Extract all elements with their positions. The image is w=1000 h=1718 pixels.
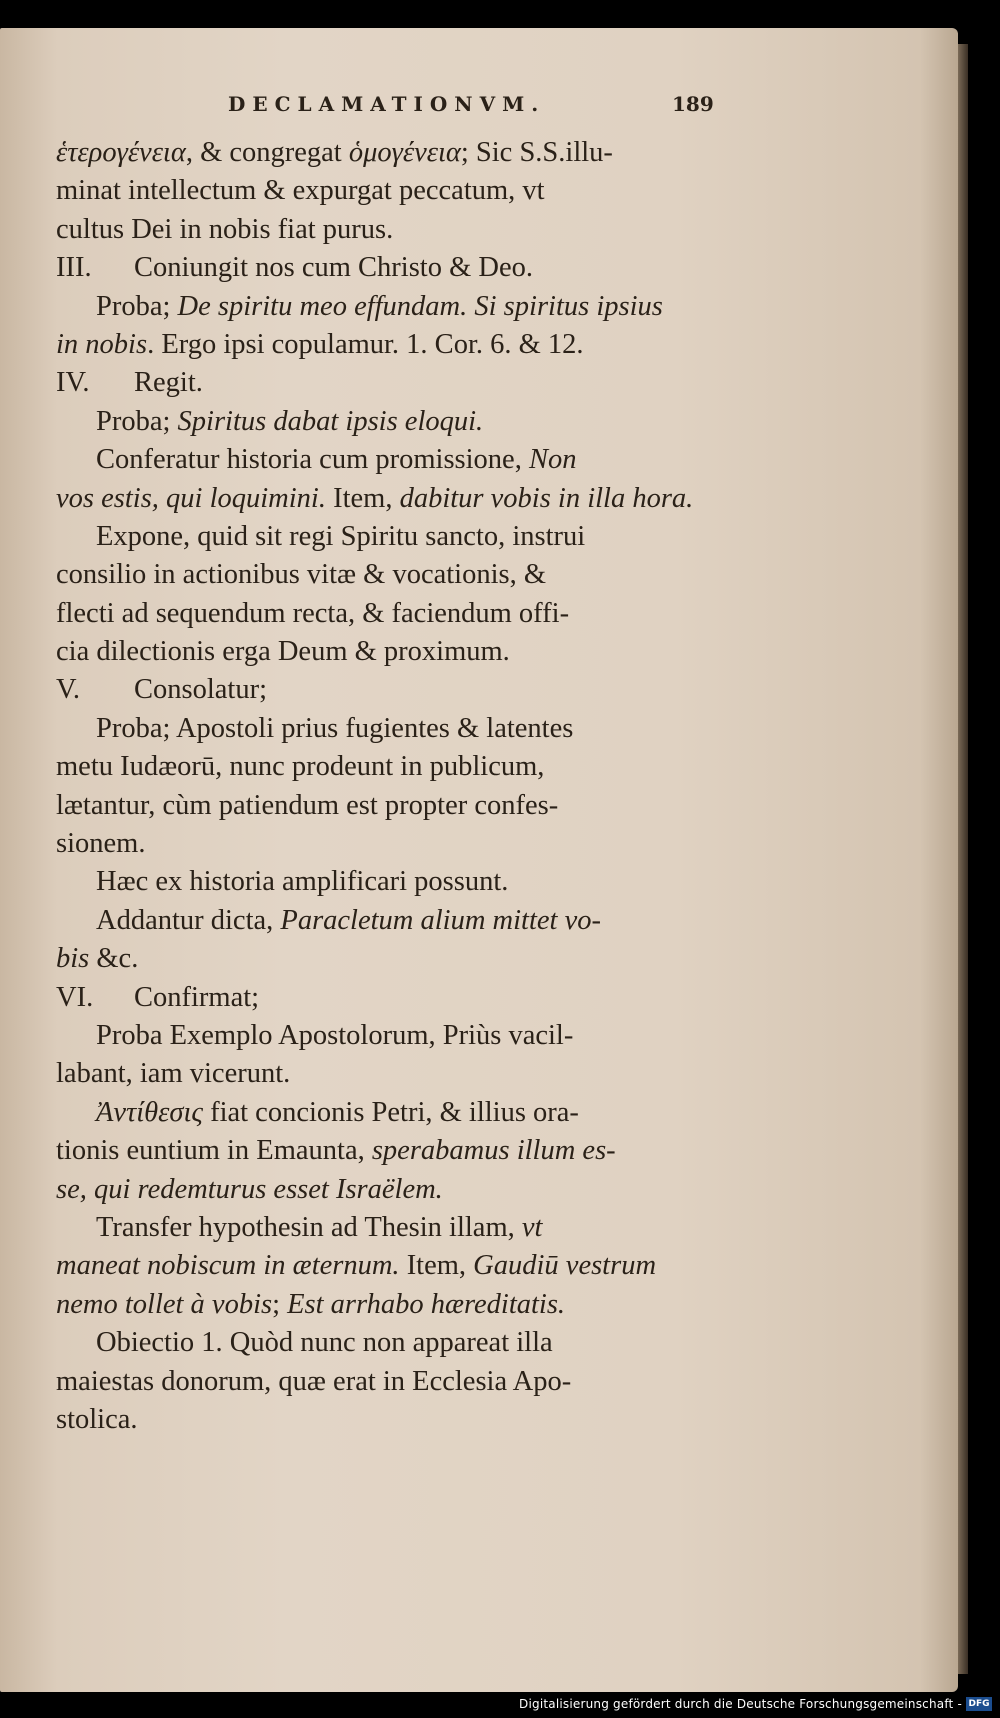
page-edge (958, 44, 968, 1674)
text-line (56, 863, 706, 901)
italic-text: Gaudiū vestrum (473, 1250, 657, 1282)
roman-text: Item, (325, 482, 400, 514)
italic-text: se, qui redemturus esset Israëlem. (56, 1173, 443, 1205)
roman-text: flecti ad sequendum recta, & faciendum offi- (56, 597, 570, 629)
roman-text: ; (272, 1288, 288, 1320)
text-line (56, 1094, 706, 1132)
text-line (56, 710, 706, 748)
roman-text: tionis euntium in Emaunta, (56, 1135, 372, 1167)
text-line (56, 1171, 706, 1209)
roman-text: cia dilectionis erga Deum & proximum. (56, 636, 510, 668)
text-line (56, 556, 706, 594)
italic-text: maneat nobiscum in æternum. (56, 1250, 400, 1282)
text-line (56, 1401, 706, 1439)
roman-text: Proba; (96, 290, 178, 322)
text-line (56, 1286, 706, 1324)
italic-text: Est arrhabo hæreditatis. (287, 1288, 566, 1320)
roman-text: Consolatur; (134, 674, 267, 706)
roman-text: Hæc ex historia amplificari possunt. (96, 866, 509, 898)
page-header (0, 92, 1000, 122)
roman-text: ; Sic S.S.illu- (460, 137, 613, 168)
roman-text: minat intellectum & expurgat peccatum, vt (56, 175, 545, 207)
italic-text: ὁμογένεια (348, 137, 461, 168)
text-line (56, 403, 706, 441)
roman-text: Obiectio 1. Quòd nunc non appareat illa (96, 1327, 553, 1359)
italic-text: ἑτερογένεια (56, 137, 186, 168)
roman-text: Regit. (134, 367, 203, 399)
page-number: 189 (672, 92, 714, 116)
text-line (56, 633, 706, 671)
text-line (56, 1017, 706, 1055)
italic-text: nemo tollet à vobis (56, 1288, 273, 1320)
roman-text: metu Iudæorū, nunc prodeunt in publicum, (56, 751, 545, 783)
roman-text: Confirmat; (134, 981, 260, 1013)
roman-text: sionem. (56, 828, 146, 860)
roman-text: consilio in actionibus vitæ & vocationis, & (56, 559, 547, 591)
italic-text: Spiritus dabat ipsis eloqui. (177, 405, 484, 437)
text-line (56, 211, 706, 249)
italic-text: Paracletum alium mittet vo- (280, 904, 601, 936)
text-line (56, 787, 706, 825)
italic-text: Non (528, 444, 577, 476)
text-line (56, 1055, 706, 1093)
text-line (56, 288, 706, 326)
roman-text: Proba; (96, 405, 178, 437)
text-line (56, 748, 706, 786)
text-line (56, 1209, 706, 1247)
italic-text: vt (521, 1211, 543, 1243)
roman-text: Item, (399, 1250, 474, 1282)
roman-text: &c. (89, 943, 139, 975)
running-title: DECLAMATIONVM. (228, 92, 546, 116)
text-line (56, 480, 706, 518)
text-line (56, 902, 706, 940)
italic-text: dabitur vobis in illa hora. (399, 482, 694, 514)
section-numeral: III. (56, 252, 92, 284)
roman-text: Addantur dicta, (96, 904, 281, 936)
text-line (56, 134, 706, 172)
text-line (56, 326, 706, 364)
text-line (56, 825, 706, 863)
text-line (56, 1324, 706, 1362)
text-line (56, 1132, 706, 1170)
italic-text: sperabamus illum es- (371, 1135, 616, 1167)
italic-text: Ἀντίθεσις (96, 1096, 203, 1128)
body-text (56, 134, 706, 1439)
dfg-logo: DFG (966, 1697, 992, 1711)
text-line (56, 940, 706, 978)
text-line (56, 172, 706, 210)
roman-text: . Ergo ipsi copulamur. 1. Cor. 6. & 12. (147, 328, 584, 360)
roman-text: Conferatur historia cum promissione, (96, 444, 529, 476)
roman-text: Proba; Apostoli prius fugientes & latentes (96, 712, 574, 744)
italic-text: vos estis, qui loquimini. (56, 482, 326, 514)
text-line (56, 441, 706, 479)
roman-text: Transfer hypothesin ad Thesin illam, (96, 1211, 522, 1243)
text-line (56, 671, 706, 709)
roman-text: fiat concionis Petri, & illius ora- (202, 1096, 579, 1128)
section-numeral: V. (56, 674, 81, 706)
roman-text: Proba Exemplo Apostolorum, Priùs vacil- (96, 1019, 574, 1051)
roman-text: labant, iam vicerunt. (56, 1058, 291, 1090)
roman-text: cultus Dei in nobis fiat purus. (56, 213, 394, 245)
section-numeral: VI. (56, 981, 94, 1013)
roman-text: , & congregat (185, 137, 349, 168)
roman-text: Expone, quid sit regi Spiritu sancto, instrui (96, 520, 586, 552)
text-line (56, 595, 706, 633)
text-line (56, 518, 706, 556)
funding-notice: Digitalisierung gefördert durch die Deutsche Forschungsgemeinschaft - (519, 1697, 962, 1711)
italic-text: De spiritu meo effundam. Si spiritus ipsius (177, 290, 663, 322)
italic-text: bis (56, 943, 90, 975)
italic-text: in nobis (56, 328, 148, 360)
roman-text: stolica. (56, 1403, 138, 1435)
text-line (56, 1363, 706, 1401)
roman-text: Coniungit nos cum Christo & Deo. (134, 252, 533, 284)
roman-text: maiestas donorum, quæ erat in Ecclesia Apo- (56, 1365, 572, 1397)
text-line (56, 979, 706, 1017)
section-numeral: IV. (56, 367, 90, 399)
text-line (56, 364, 706, 402)
text-line (56, 249, 706, 287)
roman-text: lætantur, cùm patiendum est propter confes- (56, 789, 559, 821)
text-line (56, 1247, 706, 1285)
